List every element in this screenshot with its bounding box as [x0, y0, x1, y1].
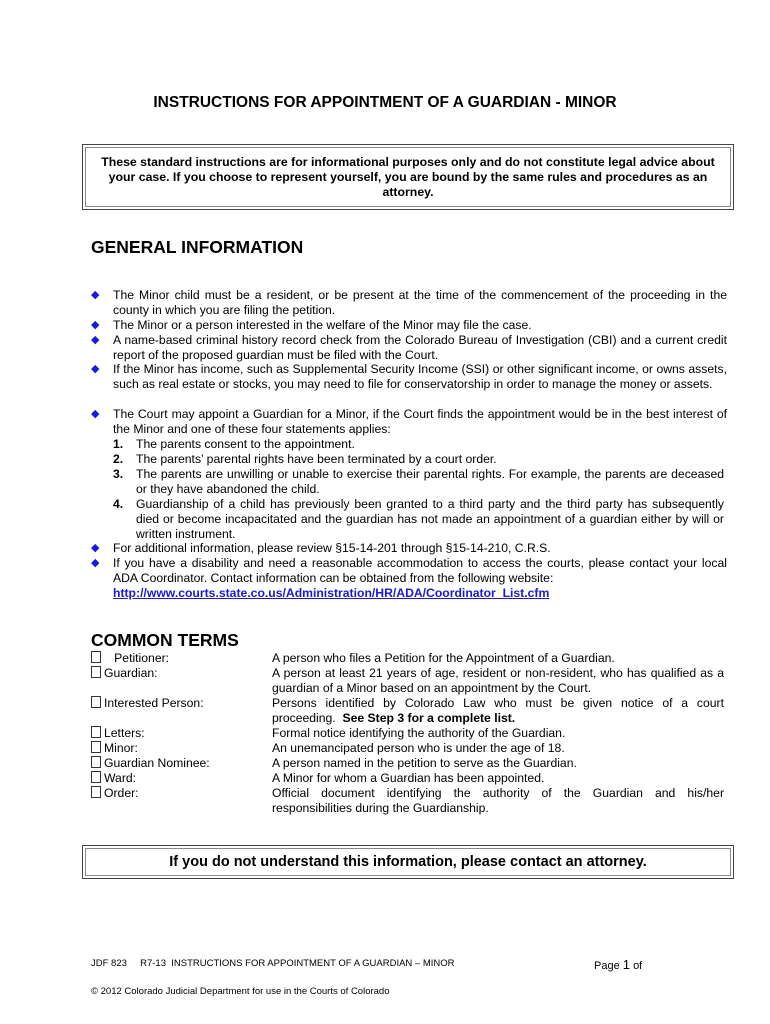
diamond-bullet-icon: ◆ — [91, 363, 100, 375]
diamond-bullet-icon: ◆ — [91, 542, 100, 554]
document-page: INSTRUCTIONS FOR APPOINTMENT OF A GUARDIAN - MINOR These standard instructions are for informational purposes only and do not constitute legal advice about your case. If you choose to represent yourself, you are bound by the same rules and procedures as an attorney. GENERAL INFORMATION ◆ The Minor child must be a resident, or be present at the time of the commencement of the proceeding in the county in which you are filing the petition. ◆ The Minor or a person interested in the welfare of the Minor may file the case. ◆ A name-based criminal history record check from the Colorado Bureau of Investigation (CBI) and a current credit report of the proposed guardian must be filed with the Court. ◆ If the Minor has income, such as Supplemental Security Income (SSI) or other significant income, or owns assets, such as real estate or stocks, you may need to file for conservatorship in order to manage the money or assets. ◆ The Court may appoint a Guardian for a Minor, if the Court finds the appointment would be in the best interest of the Minor and one of these four statements applies: 1. The parents consent to the appointment. 2. The parents’ parental rights have been terminated by a court order. 3. The parents are unwilling or unable to exercise their parental rights. For example, the parents are deceased or they have abandoned the child. 4. Guardianship of a child has previously been granted to a third party and the third party has subsequently died or become incapacitated and the guardian has not made an appointment of a guardian either by will or written instrument. ◆ For additional information, please review §15-14-201 through §15-14-210, C.R.S. ◆ If you have a disability and need a reasonable accommodation to access the courts, please contact your local ADA Coordinator. Contact information can be obtained from the following website: http://www.courts.state.co.us/Administration/HR/ADA/Coordinator_List.cfm COMMON TERMS Petitioner: A person who files a Petition for the Appointment of a Guardian. Guardian: A person at least 21 years of age, resident or non-resident, who has qualified as a guardian of a Minor based on an appointment by the Court. Interested Person: Persons identified by Colorado Law who must be given notice of a court proceeding. See Step 3 for a complete list. Letters: Formal notice identifying the authority of the Guardian. Minor: An unemancipated person who is under the age of 18. Guardian Nominee: A person named in the petition to serve as the Guardian. Ward: A Minor for whom a Guardian has been appointed. Order: Official document identifying the authority of the Guardian and his/her responsibilities during the Guardianship. If you do not understand this information, please contact an attorney. JDF 823 R7-13 INSTRUCTIONS FOR APPOINTMENT OF A GUARDIAN – MINOR Page 1 of © 2012 Colorado Judicial Department for use in the Courts of Colorado — [0, 0, 770, 1024]
checkbox-glyph-icon — [91, 771, 101, 783]
checkbox-glyph-icon — [91, 756, 101, 768]
diamond-bullet-icon: ◆ — [91, 408, 100, 420]
diamond-bullet-icon: ◆ — [91, 319, 100, 331]
disclaimer-box — [82, 144, 734, 210]
checkbox-glyph-icon — [91, 666, 101, 678]
diamond-bullet-icon: ◆ — [91, 289, 100, 301]
checkbox-glyph-icon — [91, 651, 101, 663]
general-information-heading: GENERAL INFORMATION — [91, 237, 304, 257]
form-id-footer: JDF 823 R7-13 INSTRUCTIONS FOR APPOINTMENT OF A GUARDIAN – MINOR — [91, 958, 455, 969]
diamond-bullet-icon: ◆ — [91, 334, 100, 346]
common-terms-heading: COMMON TERMS — [91, 630, 239, 650]
checkbox-glyph-icon — [91, 741, 101, 753]
disclaimer-text: These standard instructions are for informational purposes only and do not constitute legal advice about your case. If you choose to represent yourself, you are bound by the same rules and procedures as an attorney. — [101, 155, 715, 199]
page-number: Page 1 of — [594, 957, 643, 972]
checkbox-glyph-icon — [91, 696, 101, 708]
checkbox-glyph-icon — [91, 786, 101, 798]
copyright-footer: © 2012 Colorado Judicial Department for use in the Courts of Colorado — [91, 986, 390, 997]
checkbox-glyph-icon — [91, 726, 101, 738]
contact-attorney-text: If you do not understand this information, please contact an attorney. — [169, 854, 647, 870]
diamond-bullet-icon: ◆ — [91, 557, 100, 569]
page-title: INSTRUCTIONS FOR APPOINTMENT OF A GUARDIAN - MINOR — [153, 94, 617, 111]
contact-attorney-box — [82, 845, 734, 879]
ada-coordinator-link[interactable]: http://www.courts.state.co.us/Administration/HR/ADA/Coordinator_List.cfm — [113, 586, 550, 600]
